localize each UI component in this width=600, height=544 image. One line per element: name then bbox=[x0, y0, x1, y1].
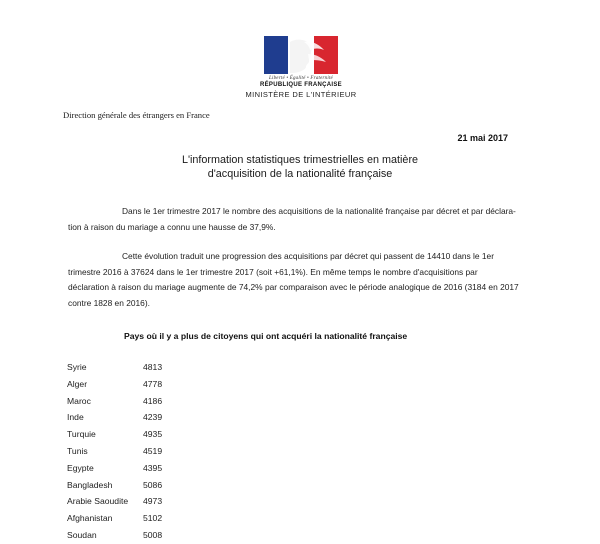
country-name: Afghanistan bbox=[67, 513, 113, 524]
paragraph-2 bbox=[68, 249, 534, 311]
country-row bbox=[67, 443, 187, 460]
country-row bbox=[67, 376, 187, 393]
country-row bbox=[67, 477, 187, 494]
ministry-name: MINISTÈRE DE L'INTÉRIEUR bbox=[245, 90, 357, 99]
country-value: 4935 bbox=[143, 429, 163, 440]
country-value: 4778 bbox=[143, 378, 163, 389]
country-row bbox=[67, 493, 187, 510]
paragraph-2-line-3: déclaration à raison du mariage augmente de 74,2% par comparaison avec le période analogique de 2016 (3184 en 2017 bbox=[68, 282, 519, 293]
country-value: 4239 bbox=[143, 412, 163, 423]
paragraph-2-line-4: contre 1828 en 2016). bbox=[68, 297, 150, 308]
republique-francaise-label: RÉPUBLIQUE FRANÇAISE bbox=[259, 82, 342, 88]
paragraph-1-line-1: Dans le 1er trimestre 2017 le nombre des acquisitions de la nationalité française par décret et par déclara- bbox=[122, 206, 516, 216]
country-row bbox=[67, 426, 187, 443]
country-value: 5102 bbox=[143, 513, 163, 524]
country-row bbox=[67, 409, 187, 426]
republic-motto: Liberté • Égalité • Fraternité bbox=[269, 76, 333, 81]
country-value: 4519 bbox=[143, 445, 163, 456]
country-value: 4186 bbox=[143, 395, 163, 406]
country-row bbox=[67, 527, 187, 544]
document-title bbox=[120, 153, 480, 181]
ministry-logo bbox=[246, 36, 356, 88]
country-value: 5086 bbox=[143, 479, 163, 490]
document-date: 21 mai 2017 bbox=[457, 133, 508, 143]
countries-heading: Pays où il y a plus de citoyens qui ont acquéri la nationalité française bbox=[124, 331, 408, 341]
country-name: Bangladesh bbox=[67, 479, 113, 490]
country-row bbox=[67, 460, 187, 477]
paragraph-2-line-2: trimestre 2016 à 37624 dans le 1er trimestre 2017 (soit +61,1%). En même temps le nombre d'acquisitions par bbox=[68, 266, 478, 277]
country-row bbox=[67, 393, 187, 410]
paragraph-1 bbox=[68, 204, 534, 235]
country-value: 4813 bbox=[143, 362, 163, 372]
country-row bbox=[67, 359, 187, 376]
country-name: Tunis bbox=[67, 445, 88, 456]
paragraph-2-line-1: Cette évolution traduit une progression des acquisitions par décret qui passent de 14410 dans le 1er bbox=[122, 251, 494, 261]
marianne-flag-icon bbox=[264, 36, 338, 74]
country-name: Egypte bbox=[67, 462, 94, 473]
country-name: Inde bbox=[67, 412, 84, 423]
country-name: Arabie Saoudite bbox=[67, 496, 129, 507]
country-name: Syrie bbox=[67, 362, 87, 372]
country-name: Maroc bbox=[67, 395, 91, 406]
country-name: Soudan bbox=[67, 529, 97, 540]
country-name: Alger bbox=[67, 378, 88, 389]
country-value: 4395 bbox=[143, 462, 163, 473]
countries-table bbox=[67, 359, 187, 544]
country-value: 5008 bbox=[143, 529, 163, 540]
country-value: 4973 bbox=[143, 496, 163, 507]
direction-label: Direction générale des étrangers en France bbox=[63, 110, 210, 120]
title-line-1: L'information statistiques trimestrielles en matière bbox=[181, 154, 419, 166]
paragraph-1-line-2: tion à raison du mariage a connu une hausse de 37,9%. bbox=[68, 221, 276, 232]
title-line-2: d'acquisition de la nationalité française bbox=[207, 168, 393, 180]
country-name: Turquie bbox=[67, 429, 96, 440]
country-row bbox=[67, 510, 187, 527]
